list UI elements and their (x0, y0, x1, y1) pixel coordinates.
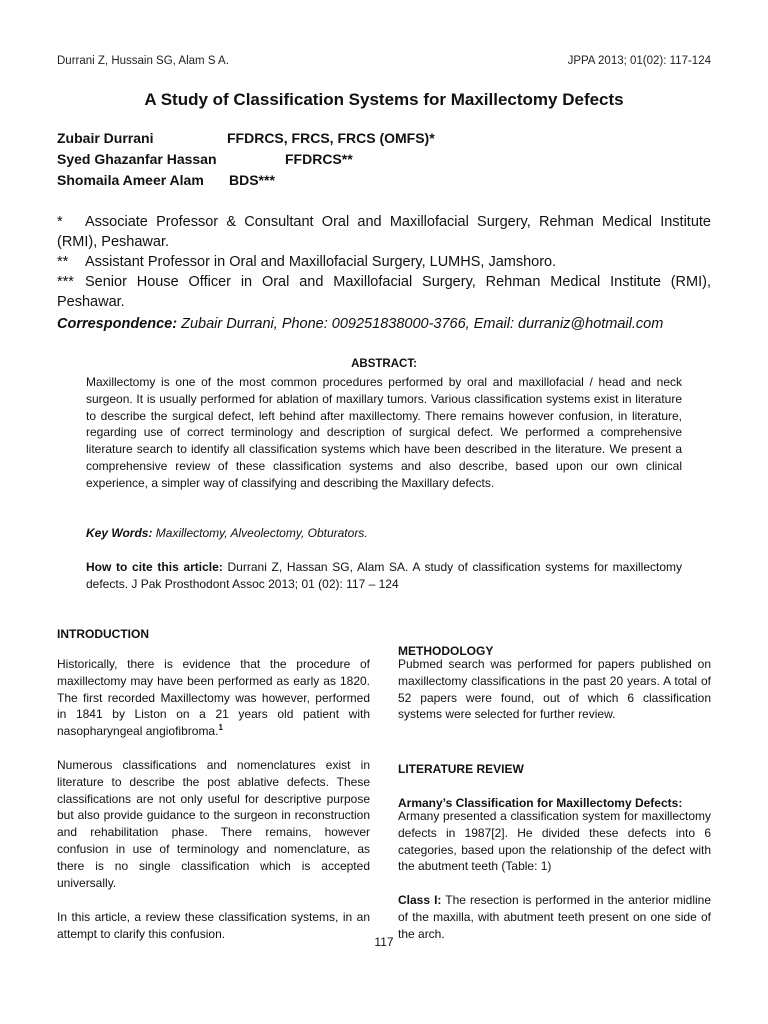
literature-review-heading: LITERATURE REVIEW (398, 761, 524, 776)
running-header-journal: JPPA 2013; 01(02): 117-124 (567, 55, 711, 67)
introduction-paragraph (57, 656, 370, 740)
citation-label: How to cite this article: (86, 560, 223, 574)
introduction-paragraph: In this article, a review these classification systems, in an attempt to clarify this confusion. (57, 910, 370, 941)
affiliation-mark: *** (57, 274, 74, 290)
citation-superscript: 1 (218, 723, 223, 733)
armany-subheading: Armany’s Classification for Maxillectomy Defects: (398, 795, 683, 810)
author-name: Zubair Durrani (57, 130, 154, 146)
affiliation (57, 212, 711, 252)
author-list (57, 128, 435, 191)
correspondence-text: Zubair Durrani, Phone: 009251838000-3766, Email: durraniz@hotmail.com (177, 316, 664, 332)
author-row (57, 128, 435, 149)
keywords-label: Key Words: (86, 526, 153, 540)
author-name: Shomaila Ameer Alam (57, 172, 204, 188)
citation-text: Durrani Z, Hassan SG, Alam SA. A study of classification systems for maxillectomy defects. J Pak Prosthodont Assoc 2013; 01 (02): 117 – 124 (86, 560, 683, 591)
methodology-heading: METHODOLOGY (398, 643, 494, 658)
affiliation-text: Associate Professor & Consultant Oral and Maxillofacial Surgery, Rehman Medical Institute (RMI), Peshawar. (57, 214, 711, 250)
affiliation-text: Assistant Professor in Oral and Maxillofacial Surgery, LUMHS, Jamshoro. (85, 254, 557, 270)
keywords (86, 526, 682, 540)
author-degrees: BDS*** (229, 172, 275, 188)
author-name: Syed Ghazanfar Hassan (57, 151, 217, 167)
introduction-heading: INTRODUCTION (57, 626, 149, 641)
methodology-paragraph: Pubmed search was performed for papers published on maxillectomy classifications in the past 20 years. A total of 52 papers were found, out of which 6 classification systems were selected for further review. (398, 657, 711, 722)
affiliation (57, 272, 711, 312)
correspondence (57, 316, 717, 332)
citation (86, 559, 682, 593)
affiliation-text: Senior House Officer in Oral and Maxillofacial Surgery, Rehman Medical Institute (RMI), Peshawar. (57, 274, 711, 310)
page-number: 117 (374, 935, 394, 949)
abstract-heading: ABSTRACT: (351, 358, 417, 370)
paper-title: A Study of Classification Systems for Maxillectomy Defects (144, 90, 624, 109)
author-degrees: FFDRCS** (285, 151, 353, 167)
introduction-text: Historically, there is evidence that the procedure of maxillectomy may have been performed as early as 1820. The first recorded Maxillectomy was however, performed in 1841 by Liston on a 21 years old patient with nasopharyngeal angiofibroma. (57, 657, 370, 739)
affiliation-mark: ** (57, 254, 69, 270)
keywords-text: Maxillectomy, Alveolectomy, Obturators. (152, 526, 368, 540)
affiliations (57, 212, 711, 312)
class-one-label: Class I: (398, 893, 442, 907)
affiliation (57, 252, 711, 272)
class-one-text: The resection is performed in the anterior midline of the maxilla, with abutment teeth present on one side of the arch. (398, 893, 712, 941)
abstract-text: Maxillectomy is one of the most common procedures performed by oral and maxillofacial / head and neck surgeon. It is usually performed for ablation of maxillary tumors. Various classification systems exist in literature to describe the surgical defect, left behind after maxillectomy. There remains however confusion, in literature, regarding use of correct terminology and description of surgical defect. We performed a comprehensive literature search to identify all classification systems which have been described in the literature. We present a comprehensive review of these classification systems and also describe, based upon our own clinical experience, a simpler way of classifying and describing the Maxillary defects. (86, 375, 682, 490)
author-row (57, 149, 353, 170)
author-degrees: FFDRCS, FRCS, FRCS (OMFS)* (227, 130, 435, 146)
author-row (57, 170, 275, 191)
affiliation-mark: * (57, 214, 63, 230)
correspondence-label: Correspondence: (57, 316, 178, 332)
introduction-paragraph: Numerous classifications and nomenclatures exist in literature to describe the post ablative defects. These classifications are not only useful for descriptive purpose but also provide guidance to the surgeon in reconstruction and rehabilitation phase. There remains, however confusion in use of terminology and nomenclature, as there is no single classification which is accepted universally. (57, 758, 370, 890)
literature-paragraph: Armany presented a classification system for maxillectomy defects in 1987[2]. He divided these defects into 6 categories, based upon the relationship of the defect with the abutment teeth (Table: 1) (398, 809, 711, 874)
running-header-authors: Durrani Z, Hussain SG, Alam S A. (57, 55, 229, 67)
